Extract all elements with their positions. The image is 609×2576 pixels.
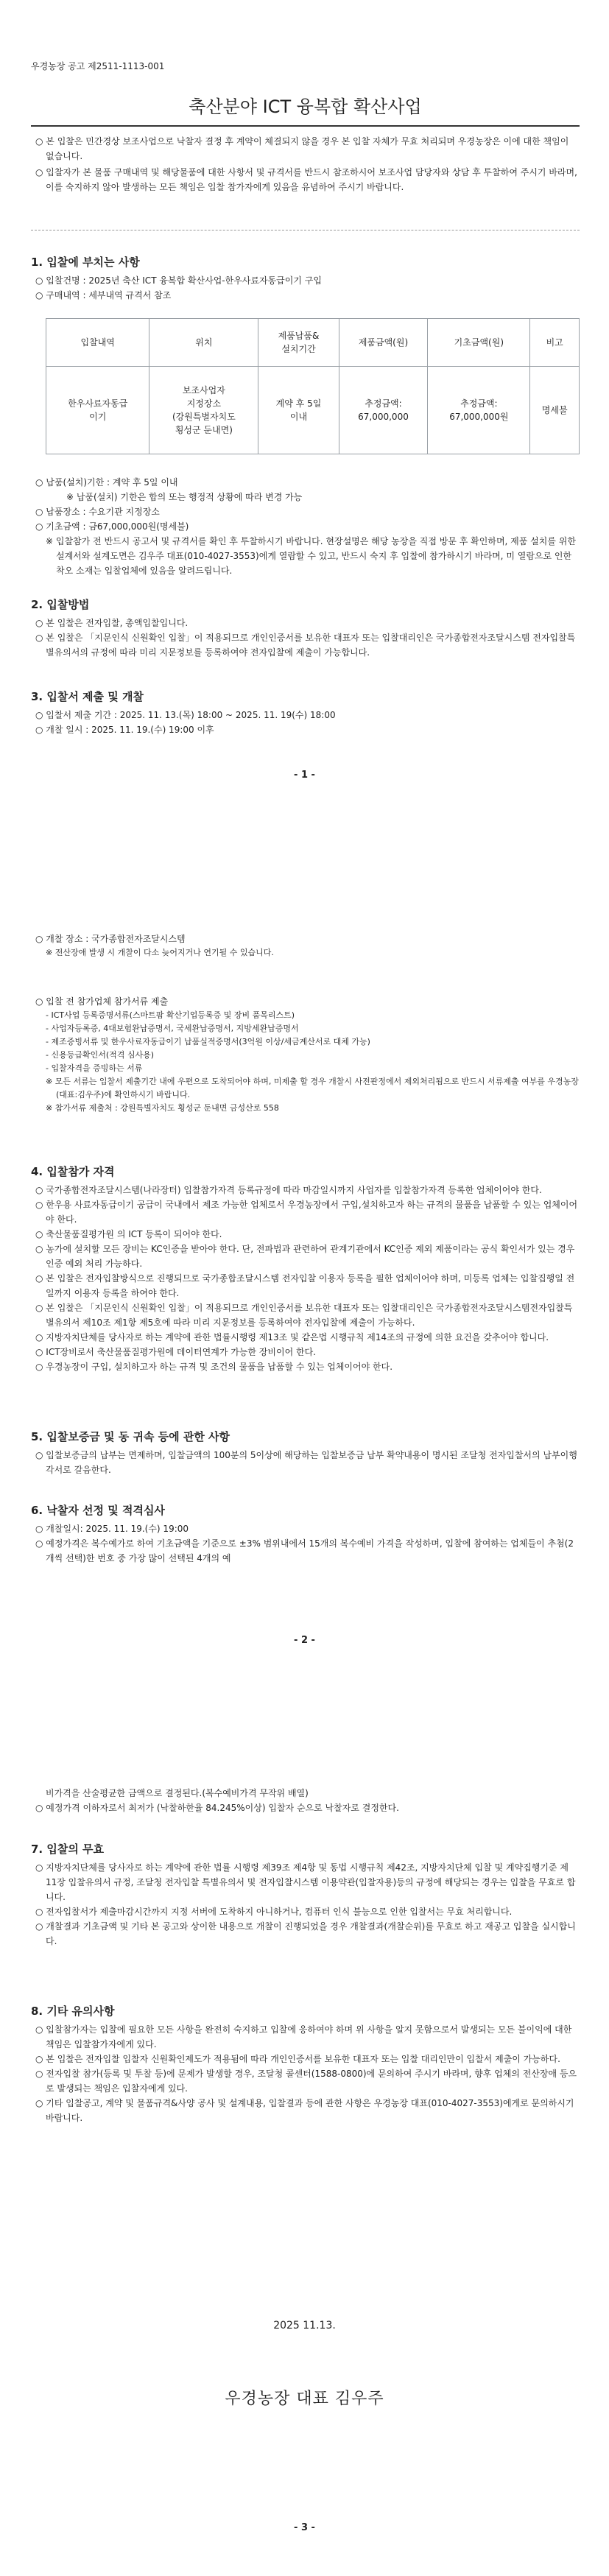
list-item: ○ 지방자치단체를 당사자로 하는 계약에 관한 법률시행령 제13조 및 같은법 시행규칙 제14조의 규정에 의한 요건을 갖추어야 합니다. [35, 1332, 549, 1342]
signature: 우경농장 대표 김우주 [225, 2390, 384, 2408]
doc-item: - ICT사업 등록증명서류(스마트팜 확산기업등록증 및 장비 품목리스트) [46, 1010, 295, 1020]
list-item: ○ 농가에 설치할 모든 장비는 KC인증을 받아야 한다. 단, 전파법과 관련하여 관계기관에서 KC인증 제외 제품이라는 공식 확인서가 있는 경우 인증 예외 처리 가능하다. [35, 1244, 575, 1269]
doc-item: - 사업자등록증, 4대보험완납증명서, 국세완납증명서, 지방세완납증명서 [46, 1024, 299, 1033]
page-1 [0, 0, 609, 832]
list-item: ○ 본 입찰은 전자입찰, 총액입찰입니다. [35, 618, 189, 628]
list-item: ○ 입찰서 제출 기간 : 2025. 11. 13.(목) 18:00 ~ 2025. 11. 19(수) 18:00 [35, 710, 336, 720]
table-header: 기초금액(원) [428, 319, 530, 367]
list-item: ○ 구매내역 : 세부내역 규격서 참조 [35, 290, 172, 300]
table-cell: 추정금액: 67,000,000원 [428, 367, 530, 454]
note-item: ※ 모든 서류는 입찰서 제출기간 내에 우편으로 도착되어야 하며, 미제출 할 경우 개찰시 사전판정에서 제외처리됨으로 반드시 서류제출 여부를 우경농장(대표:김우주)에 확인하시기 바랍니다. [46, 1077, 579, 1099]
table-header: 비고 [530, 319, 580, 367]
note-item: ※ 전산장애 발생 시 개찰이 다소 늦어지거나 연기될 수 있습니다. [46, 948, 274, 957]
doc-item: - 제조증빙서류 및 한우사료자동급이기 납품실적증명서(3억원 이상/세금계산서로 대체 가능) [46, 1037, 370, 1046]
note-item: ※ 참가서류 제출처 : 강원특별자치도 횡성군 둔내면 금성산로 558 [46, 1103, 279, 1113]
list-item: ○ 축산물품질평가원 의 ICT 등록이 되어야 한다. [35, 1229, 222, 1239]
list-item: ○ 지방자치단체를 당사자로 하는 계약에 관한 법률 시행령 제39조 제4항 및 동법 시행규칙 제42조, 지방자치단체 입찰 및 계약집행기준 제11장 입찰유의서 규정, 조달청 전자입찰 특별유의서 및 전자입찰시스템 이용약관(입찰자용)등의 규정에 해당되는 경우는 입찰을 무효로 합니다. [35, 1862, 576, 1902]
list-item: ○ 예정가격 이하자로서 최저가 (낙찰하한율 84.245%이상) 입찰자 순으로 낙찰자로 결정한다. [35, 1803, 399, 1813]
table-row [46, 367, 580, 454]
table-header: 제품금액(원) [339, 319, 428, 367]
list-item: ○ 입찰참가자는 입찰에 필요한 모든 사항을 완전히 숙지하고 입찰에 응하여야 하며 위 사항을 알지 못함으로서 발생되는 모든 불이익에 대한 책임은 입찰참가자에게 있다. [35, 2024, 572, 2049]
announcement-date: 2025 11.13. [273, 2320, 336, 2332]
section-heading: 2. 입찰방법 [31, 598, 90, 611]
doc-item: - 입찰자격을 증빙하는 서류 [46, 1063, 143, 1073]
page-title: 축산분야 ICT 융복합 확산사업 [189, 96, 422, 117]
list-item: ○ 본 입찰은 전자입찰 입찰자 신원확인제도가 적용됨에 따라 개인인증서를 보유한 대표자 또는 입찰 대리인만이 입찰서 제출이 가능하다. [35, 2054, 560, 2064]
table-cell: 추정금액: 67,000,000 [339, 367, 428, 454]
list-item: ○ 기타 입찰공고, 계약 및 물품규격&사양 공사 및 설계내용, 입찰결과 등에 관한 사항은 우경농장 대표(010-4027-3553)에게로 문의하시기 바랍니다. [35, 2098, 574, 2123]
list-item: ○ ICT장비로서 축산물품질평가원에 데이터연계가 가능한 장비이어 한다. [35, 1347, 316, 1357]
page-3 [0, 1701, 609, 2576]
list-item: ○ 본 입찰은 「지문인식 신원확인 입찰」이 적용되므로 개인인증서를 보유한 대표자 또는 입찰대리인은 국가종합전자조달시스템 전자입찰특별유의서의 규정에 따라 미리 지문정보를 등록하여야 전자입찰에 제출이 가능합니다. [35, 633, 576, 658]
title-divider [31, 125, 580, 127]
page-number: - 3 - [294, 2522, 315, 2533]
table-header: 제품납품& 설치기간 [258, 319, 339, 367]
continued-text: 비가격을 산술평균한 금액으로 결정된다.(복수예비가격 무작위 배열) [46, 1788, 309, 1798]
list-item: ○ 개찰일시: 2025. 11. 19.(수) 19:00 [35, 1524, 189, 1534]
intro-paragraph: ○ 입찰자가 본 물품 구매내역 및 해당물품에 대한 사항서 및 규격서를 반드시 참조하시어 보조사업 담당자와 상담 후 투찰하여 주시기 바라며, 이를 숙지하지 않아 발생하는 모든 책임은 입찰 참가자에게 있음을 유념하여 주시기 바랍니다. [35, 167, 577, 192]
table-header: 입찰내역 [46, 319, 149, 367]
list-item: ○ 본 입찰은 「지문인식 신원확인 입찰」이 적용되므로 개인인증서를 보유한 대표자 또는 입찰대리인은 국가종합전자조달시스템전자입찰특별유의서 제10조 제1항 제5호에 따라 미리 지문정보를 등록하여야 전자입찰에 제출이 가능하다. [35, 1303, 573, 1328]
note-item: ※ 납품(설치) 기한은 합의 또는 행정적 상황에 따라 변경 가능 [66, 492, 303, 502]
section-heading: 8. 기타 유의사항 [31, 2005, 115, 2018]
list-item: ○ 입찰 전 참가업체 참가서류 제출 [35, 996, 169, 1007]
bid-info-table [46, 318, 580, 454]
section-heading: 4. 입찰참가 자격 [31, 1165, 115, 1178]
list-item: ○ 입찰보증금의 납부는 면제하며, 입찰금액의 100분의 5이상에 해당하는 입찰보증금 납부 확약내용이 명시된 조달청 전자입찰서의 납부이행각서로 갈음한다. [35, 1450, 577, 1475]
section-heading: 1. 입찰에 부치는 사항 [31, 256, 140, 269]
note-item: ※ 입찰참가 전 반드시 공고서 및 규격서를 확인 후 투찰하시기 바랍니다. 현장설명은 해당 농장을 직접 방문 후 확인하며, 제품 설치를 위한 설계서와 설계도면은 김우주 대표(010-4027-3553)에게 열람할 수 있고, 반드시 숙지 후 입찰에 참가하시기 바라며, 미 열람으로 인한 착오 소재는 입찰업체에 있음을 알려드립니다. [46, 536, 576, 576]
list-item: ○ 본 입찰은 전자입찰방식으로 진행되므로 국가종합조달시스템 전자입찰 이용자 등록을 필한 업체이어야 하며, 미등록 업체는 입찰집행일 전일까지 이용자 등록을 하여야 한다. [35, 1273, 575, 1298]
list-item: ○ 예정가격은 복수예가로 하여 기초금액을 기준으로 ±3% 범위내에서 15개의 복수예비 가격을 작성하며, 입찰에 참여하는 업체들이 추첨(2개씩 선택)한 번호 중 가장 많이 선택된 4개의 예 [35, 1538, 574, 1563]
list-item: ○ 우경농장이 구입, 설치하고자 하는 규격 및 조건의 물품을 납품할 수 있는 업체이어야 한다. [35, 1362, 393, 1372]
section-heading: 6. 낙찰자 선정 및 적격심사 [31, 1504, 165, 1517]
list-item: ○ 개찰 장소 : 국가종합전자조달시스템 [35, 934, 186, 944]
list-item: ○ 납품장소 : 수요기관 지정장소 [35, 507, 160, 517]
section-heading: 7. 입찰의 무효 [31, 1843, 105, 1856]
page-number: - 1 - [294, 770, 315, 781]
list-item: ○ 개찰 일시 : 2025. 11. 19.(수) 19:00 이후 [35, 725, 214, 735]
table-cell: 한우사료자동급 이기 [46, 367, 149, 454]
section-heading: 5. 입찰보증금 및 동 귀속 등에 관한 사항 [31, 1430, 230, 1443]
section-heading: 3. 입찰서 제출 및 개찰 [31, 690, 144, 703]
list-item: ○ 한우용 사료자동급이기 공급이 국내에서 제조 가능한 업체로서 우경농장에서 구입,설치하고자 하는 규격의 물품을 납품할 수 있는 업체이어야 한다. [35, 1200, 578, 1225]
table-cell: 보조사업자 지정장소 (강원특별자치도 횡성군 둔내면) [149, 367, 258, 454]
notice-number: 우경농장 공고 제2511-1113-001 [31, 61, 165, 71]
page-2 [0, 854, 609, 1679]
table-cell: 계약 후 5일 이내 [258, 367, 339, 454]
list-item: ○ 국가종합전자조달시스템(나라장터) 입찰참가자격 등록규정에 따라 마감일시까지 사업자를 입찰참가자격 등록한 업체이어야 한다. [35, 1185, 542, 1195]
page-number: - 2 - [294, 1635, 315, 1646]
list-item: ○ 전자입찰 참가(등록 및 투찰 등)에 문제가 발생할 경우, 조달청 콜센터(1588-0800)에 문의하여 주시기 바라며, 향후 업체의 전산장애 등으로 발생되는 책임은 입찰자에게 있다. [35, 2069, 577, 2094]
list-item: ○ 개찰결과 기초금액 및 기타 본 공고와 상이한 내용으로 개찰이 진행되었을 경우 개찰결과(개찰순위)를 무효로 하고 재공고 입찰을 실시합니다. [35, 1921, 576, 1946]
list-item: ○ 입찰건명 : 2025년 축산 ICT 융복합 확산사업-한우사료자동급이기 구입 [35, 275, 322, 286]
table-cell: 명세불 [530, 367, 580, 454]
intro-paragraph: ○ 본 입찰은 민간경상 보조사업으로 낙찰자 결정 후 계약이 체결되지 않을 경우 본 입찰 자체가 무효 처리되며 우경농장은 이에 대한 책임이 없습니다. [35, 136, 569, 161]
list-item: ○ 기초금액 : 금67,000,000원(명세불) [35, 521, 189, 532]
table-header: 위치 [149, 319, 258, 367]
doc-item: - 신용등급확인서(적격 심사용) [46, 1050, 155, 1060]
list-item: ○ 납품(설치)기한 : 계약 후 5일 이내 [35, 477, 178, 488]
list-item: ○ 전자입찰서가 제출마감시간까지 지정 서버에 도착하지 아니하거나, 컴퓨터 인식 불능으로 인한 입찰서는 무효 처리합니다. [35, 1907, 513, 1917]
